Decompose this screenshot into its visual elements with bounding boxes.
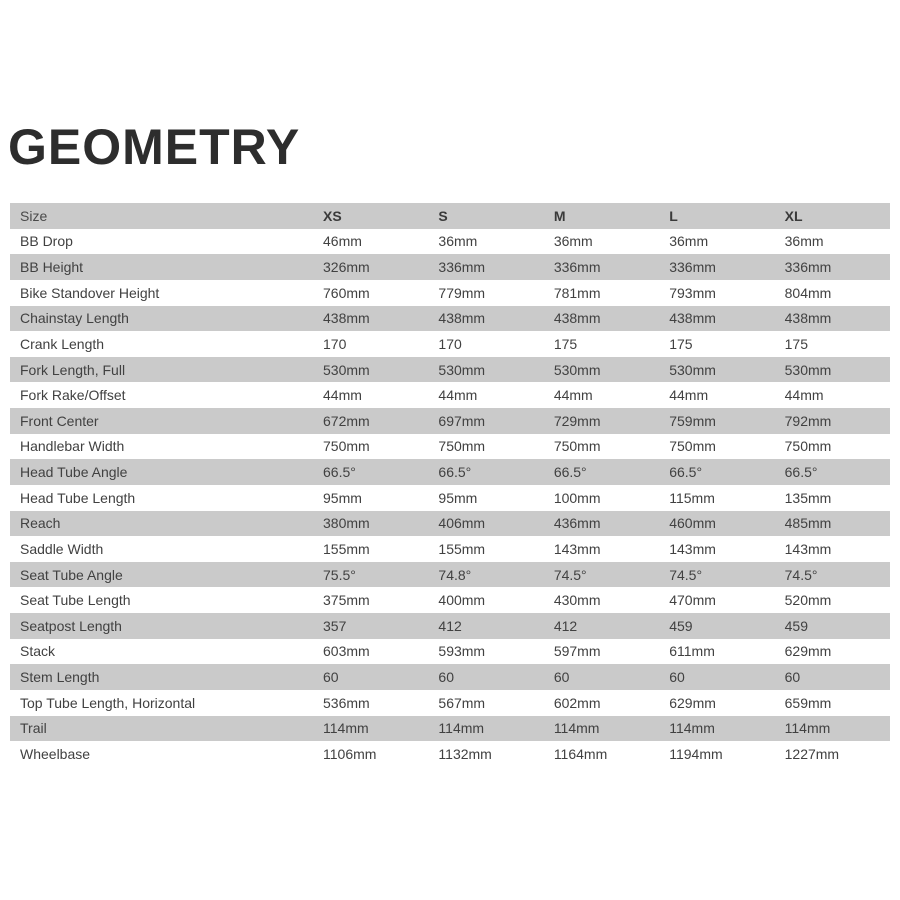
spec-label: BB Drop bbox=[20, 233, 73, 250]
spec-value: 430mm bbox=[553, 592, 601, 609]
spec-value: 629mm bbox=[669, 694, 716, 711]
table-body bbox=[10, 229, 890, 767]
spec-value: 438mm bbox=[323, 310, 370, 327]
spec-value: 143mm bbox=[784, 540, 832, 557]
spec-value: 115mm bbox=[669, 489, 715, 506]
spec-value: 100mm bbox=[553, 489, 601, 506]
spec-label: Fork Rake/Offset bbox=[20, 387, 126, 404]
spec-value: 60 bbox=[669, 669, 685, 686]
spec-value: 779mm bbox=[438, 284, 486, 301]
column-header-xs: XS bbox=[323, 207, 342, 224]
column-header-size: Size bbox=[20, 207, 48, 224]
spec-value: 536mm bbox=[323, 694, 370, 711]
spec-value: 36mm bbox=[553, 233, 593, 250]
spec-value: 611mm bbox=[669, 643, 715, 660]
column-header-l: L bbox=[669, 207, 678, 224]
table-row bbox=[10, 716, 890, 742]
spec-value: 36mm bbox=[438, 233, 478, 250]
table-row bbox=[10, 280, 890, 306]
table-row bbox=[10, 229, 890, 255]
spec-value: 470mm bbox=[669, 592, 716, 609]
spec-value: 804mm bbox=[784, 284, 832, 301]
spec-value: 412 bbox=[438, 617, 462, 634]
spec-label: Wheelbase bbox=[20, 745, 91, 762]
table-row bbox=[10, 357, 890, 383]
spec-value: 175 bbox=[669, 335, 693, 352]
spec-value: 593mm bbox=[438, 643, 486, 660]
spec-value: 336mm bbox=[784, 259, 832, 276]
spec-value: 672mm bbox=[323, 412, 370, 429]
spec-value: 357 bbox=[323, 617, 347, 634]
spec-value: 530mm bbox=[323, 361, 370, 378]
spec-label: Stack bbox=[20, 643, 56, 660]
spec-value: 143mm bbox=[669, 540, 716, 557]
spec-value: 170 bbox=[323, 335, 347, 352]
spec-value: 406mm bbox=[438, 515, 486, 532]
table-row bbox=[10, 741, 890, 767]
spec-label: Stem Length bbox=[20, 669, 100, 686]
spec-label: Seat Tube Length bbox=[20, 592, 131, 609]
table-header-row bbox=[10, 203, 890, 229]
spec-label: Seat Tube Angle bbox=[20, 566, 123, 583]
spec-value: 60 bbox=[323, 669, 339, 686]
table-row bbox=[10, 254, 890, 280]
table-row bbox=[10, 331, 890, 357]
spec-label: Trail bbox=[20, 720, 47, 737]
spec-label: Bike Standover Height bbox=[20, 284, 160, 301]
spec-value: 400mm bbox=[438, 592, 486, 609]
spec-value: 792mm bbox=[784, 412, 832, 429]
table-row bbox=[10, 459, 890, 485]
table-row bbox=[10, 382, 890, 408]
spec-label: Fork Length, Full bbox=[20, 361, 126, 378]
spec-value: 729mm bbox=[553, 412, 601, 429]
spec-value: 44mm bbox=[553, 387, 593, 404]
spec-value: 1194mm bbox=[669, 745, 723, 762]
spec-value: 66.5° bbox=[438, 464, 472, 481]
spec-value: 697mm bbox=[438, 412, 486, 429]
spec-label: Head Tube Length bbox=[20, 489, 136, 506]
spec-value: 438mm bbox=[438, 310, 486, 327]
spec-value: 114mm bbox=[438, 720, 485, 737]
spec-label: Handlebar Width bbox=[20, 438, 125, 455]
spec-value: 436mm bbox=[553, 515, 601, 532]
spec-value: 793mm bbox=[669, 284, 716, 301]
spec-value: 135mm bbox=[784, 489, 832, 506]
spec-value: 750mm bbox=[438, 438, 486, 455]
table-row bbox=[10, 613, 890, 639]
spec-value: 95mm bbox=[323, 489, 362, 506]
spec-label: Head Tube Angle bbox=[20, 464, 128, 481]
spec-value: 60 bbox=[784, 669, 801, 686]
table-row bbox=[10, 639, 890, 665]
table-row bbox=[10, 562, 890, 588]
spec-value: 659mm bbox=[784, 694, 832, 711]
spec-value: 460mm bbox=[669, 515, 716, 532]
spec-value: 74.5° bbox=[669, 566, 703, 583]
spec-value: 380mm bbox=[323, 515, 370, 532]
spec-value: 530mm bbox=[553, 361, 601, 378]
table-row bbox=[10, 536, 890, 562]
table-row bbox=[10, 408, 890, 434]
spec-value: 60 bbox=[553, 669, 570, 686]
spec-value: 375mm bbox=[323, 592, 370, 609]
spec-value: 750mm bbox=[669, 438, 716, 455]
spec-value: 36mm bbox=[784, 233, 824, 250]
spec-value: 44mm bbox=[784, 387, 824, 404]
spec-value: 759mm bbox=[669, 412, 716, 429]
spec-value: 143mm bbox=[553, 540, 601, 557]
spec-value: 114mm bbox=[553, 720, 600, 737]
spec-value: 530mm bbox=[669, 361, 716, 378]
table-row bbox=[10, 306, 890, 332]
spec-value: 603mm bbox=[323, 643, 370, 660]
spec-value: 60 bbox=[438, 669, 454, 686]
table-row bbox=[10, 511, 890, 537]
spec-value: 74.5° bbox=[784, 566, 818, 583]
spec-value: 175 bbox=[784, 335, 808, 352]
spec-value: 36mm bbox=[669, 233, 709, 250]
spec-value: 66.5° bbox=[784, 464, 818, 481]
column-header-m: M bbox=[553, 207, 566, 224]
spec-value: 114mm bbox=[669, 720, 715, 737]
column-header-xl: XL bbox=[784, 207, 803, 224]
spec-value: 170 bbox=[438, 335, 462, 352]
spec-value: 114mm bbox=[784, 720, 831, 737]
spec-label: Chainstay Length bbox=[20, 310, 129, 327]
spec-value: 155mm bbox=[323, 540, 370, 557]
spec-value: 530mm bbox=[784, 361, 832, 378]
spec-value: 750mm bbox=[553, 438, 601, 455]
spec-label: Seatpost Length bbox=[20, 617, 122, 634]
table-row bbox=[10, 485, 890, 511]
spec-value: 46mm bbox=[323, 233, 362, 250]
table-row bbox=[10, 664, 890, 690]
spec-value: 597mm bbox=[553, 643, 601, 660]
spec-value: 175 bbox=[553, 335, 578, 352]
spec-value: 74.8° bbox=[438, 566, 472, 583]
spec-value: 336mm bbox=[669, 259, 716, 276]
spec-value: 750mm bbox=[784, 438, 832, 455]
spec-value: 438mm bbox=[553, 310, 601, 327]
spec-value: 1164mm bbox=[553, 745, 608, 762]
spec-value: 326mm bbox=[323, 259, 370, 276]
spec-value: 155mm bbox=[438, 540, 486, 557]
spec-value: 459 bbox=[784, 617, 808, 634]
spec-value: 66.5° bbox=[323, 464, 356, 481]
spec-value: 1132mm bbox=[438, 745, 492, 762]
spec-value: 1227mm bbox=[784, 745, 840, 762]
spec-value: 44mm bbox=[323, 387, 362, 404]
spec-label: BB Height bbox=[20, 259, 84, 276]
spec-value: 567mm bbox=[438, 694, 486, 711]
spec-label: Top Tube Length, Horizontal bbox=[20, 694, 196, 711]
table-row bbox=[10, 434, 890, 460]
table-row bbox=[10, 690, 890, 716]
spec-value: 75.5° bbox=[323, 566, 356, 583]
spec-value: 1106mm bbox=[323, 745, 377, 762]
spec-value: 602mm bbox=[553, 694, 601, 711]
spec-value: 66.5° bbox=[553, 464, 587, 481]
spec-value: 336mm bbox=[438, 259, 486, 276]
spec-value: 485mm bbox=[784, 515, 832, 532]
page-title: GEOMETRY bbox=[8, 119, 301, 175]
spec-label: Saddle Width bbox=[20, 540, 104, 557]
spec-label: Crank Length bbox=[20, 335, 105, 352]
spec-value: 44mm bbox=[438, 387, 478, 404]
spec-value: 412 bbox=[553, 617, 578, 634]
spec-value: 750mm bbox=[323, 438, 370, 455]
spec-value: 781mm bbox=[553, 284, 601, 301]
spec-value: 44mm bbox=[669, 387, 709, 404]
table-row bbox=[10, 587, 890, 613]
spec-value: 530mm bbox=[438, 361, 486, 378]
spec-label: Front Center bbox=[20, 412, 99, 429]
spec-label: Reach bbox=[20, 515, 61, 532]
column-header-s: S bbox=[438, 207, 448, 224]
spec-value: 74.5° bbox=[553, 566, 587, 583]
spec-value: 438mm bbox=[669, 310, 716, 327]
geometry-table bbox=[10, 203, 890, 767]
spec-value: 114mm bbox=[323, 720, 369, 737]
spec-value: 459 bbox=[669, 617, 693, 634]
spec-value: 520mm bbox=[784, 592, 832, 609]
spec-value: 95mm bbox=[438, 489, 478, 506]
spec-value: 336mm bbox=[553, 259, 601, 276]
spec-value: 760mm bbox=[323, 284, 370, 301]
spec-value: 629mm bbox=[784, 643, 832, 660]
spec-value: 438mm bbox=[784, 310, 832, 327]
spec-value: 66.5° bbox=[669, 464, 703, 481]
